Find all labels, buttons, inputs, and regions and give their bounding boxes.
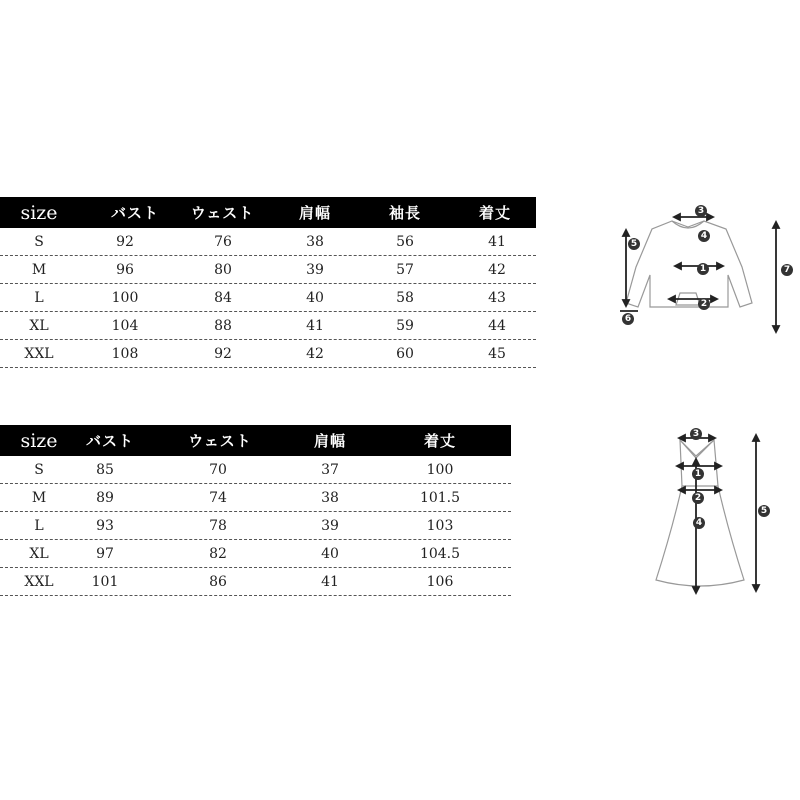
table-row	[0, 540, 511, 568]
size-table-top	[0, 197, 536, 368]
cell-size: L	[34, 289, 44, 306]
table-row	[0, 284, 536, 312]
table-header	[0, 197, 536, 228]
cell-size: XL	[29, 545, 49, 562]
table-row	[0, 456, 511, 484]
cell-bust: 85	[96, 461, 114, 478]
marker-5: 5	[628, 238, 640, 250]
cell-length: 45	[488, 345, 506, 362]
cell-waist: 92	[214, 345, 232, 362]
cell-length: 43	[488, 289, 506, 306]
cell-size: S	[34, 233, 44, 250]
cell-waist: 82	[209, 545, 227, 562]
cell-length: 101.5	[419, 489, 461, 506]
cell-sleeve: 57	[396, 261, 414, 278]
marker-4: 4	[698, 230, 710, 242]
table-row	[0, 512, 511, 540]
cell-bust: 100	[111, 289, 139, 306]
table-row	[0, 568, 511, 596]
header-sleeve: 袖長	[388, 204, 421, 222]
cell-size: XL	[29, 317, 49, 334]
cell-waist: 74	[209, 489, 227, 506]
header-size: size	[20, 201, 58, 224]
cell-shoulder: 42	[306, 345, 324, 362]
marker-6: 6	[622, 313, 634, 325]
cell-sleeve: 60	[396, 345, 414, 362]
table-header	[0, 425, 511, 456]
cell-waist: 84	[214, 289, 232, 306]
cell-length: 100	[426, 461, 454, 478]
cell-length: 103	[426, 517, 454, 534]
header-bust: バスト	[85, 432, 134, 450]
cell-length: 106	[426, 573, 454, 590]
cell-shoulder: 41	[321, 573, 339, 590]
cell-bust: 101	[91, 573, 119, 590]
dress-diagram	[640, 420, 800, 600]
header-length: 着丈	[423, 432, 456, 450]
marker-2: 2	[692, 492, 704, 504]
cell-waist: 70	[209, 461, 227, 478]
cell-length: 104.5	[419, 545, 461, 562]
header-bust: バスト	[110, 204, 159, 222]
cell-waist: 88	[214, 317, 232, 334]
marker-1: 1	[692, 468, 704, 480]
marker-1: 1	[697, 263, 709, 275]
marker-2: 2	[698, 298, 710, 310]
cell-waist: 76	[214, 233, 232, 250]
header-size: size	[20, 429, 58, 452]
cell-bust: 93	[96, 517, 114, 534]
cell-bust: 92	[116, 233, 134, 250]
cell-length: 44	[488, 317, 506, 334]
cell-shoulder: 39	[306, 261, 324, 278]
cell-size: XXL	[24, 345, 54, 362]
cell-shoulder: 39	[321, 517, 339, 534]
table-row	[0, 312, 536, 340]
header-shoulder: 肩幅	[298, 204, 331, 222]
cell-waist: 86	[209, 573, 227, 590]
header-length: 着丈	[478, 204, 511, 222]
cell-waist: 78	[209, 517, 227, 534]
cell-shoulder: 38	[306, 233, 324, 250]
size-table-bottom	[0, 425, 511, 596]
cell-bust: 104	[111, 317, 139, 334]
cell-size: XXL	[24, 573, 54, 590]
cell-bust: 96	[116, 261, 134, 278]
cell-shoulder: 41	[306, 317, 324, 334]
table-row	[0, 484, 511, 512]
cell-shoulder: 38	[321, 489, 339, 506]
cell-shoulder: 37	[321, 461, 339, 478]
marker-3: 3	[690, 428, 702, 440]
cell-sleeve: 56	[396, 233, 414, 250]
header-waist: ウェスト	[188, 432, 252, 450]
table-row	[0, 228, 536, 256]
cell-shoulder: 40	[306, 289, 324, 306]
cell-sleeve: 58	[396, 289, 414, 306]
header-waist: ウェスト	[190, 204, 255, 222]
marker-5: 5	[758, 505, 770, 517]
marker-4: 4	[693, 517, 705, 529]
cell-waist: 80	[214, 261, 232, 278]
cell-length: 42	[488, 261, 506, 278]
table-row	[0, 256, 536, 284]
cell-size: S	[34, 461, 44, 478]
cell-sleeve: 59	[396, 317, 414, 334]
cell-size: L	[34, 517, 44, 534]
table-row	[0, 340, 536, 368]
cell-length: 41	[488, 233, 506, 250]
cell-shoulder: 40	[321, 545, 339, 562]
cell-size: M	[31, 489, 47, 506]
header-shoulder: 肩幅	[313, 432, 346, 450]
marker-3: 3	[695, 205, 707, 217]
cell-size: M	[31, 261, 47, 278]
marker-7: 7	[781, 264, 793, 276]
cell-bust: 89	[96, 489, 114, 506]
cell-bust: 108	[111, 345, 139, 362]
cell-bust: 97	[96, 545, 114, 562]
